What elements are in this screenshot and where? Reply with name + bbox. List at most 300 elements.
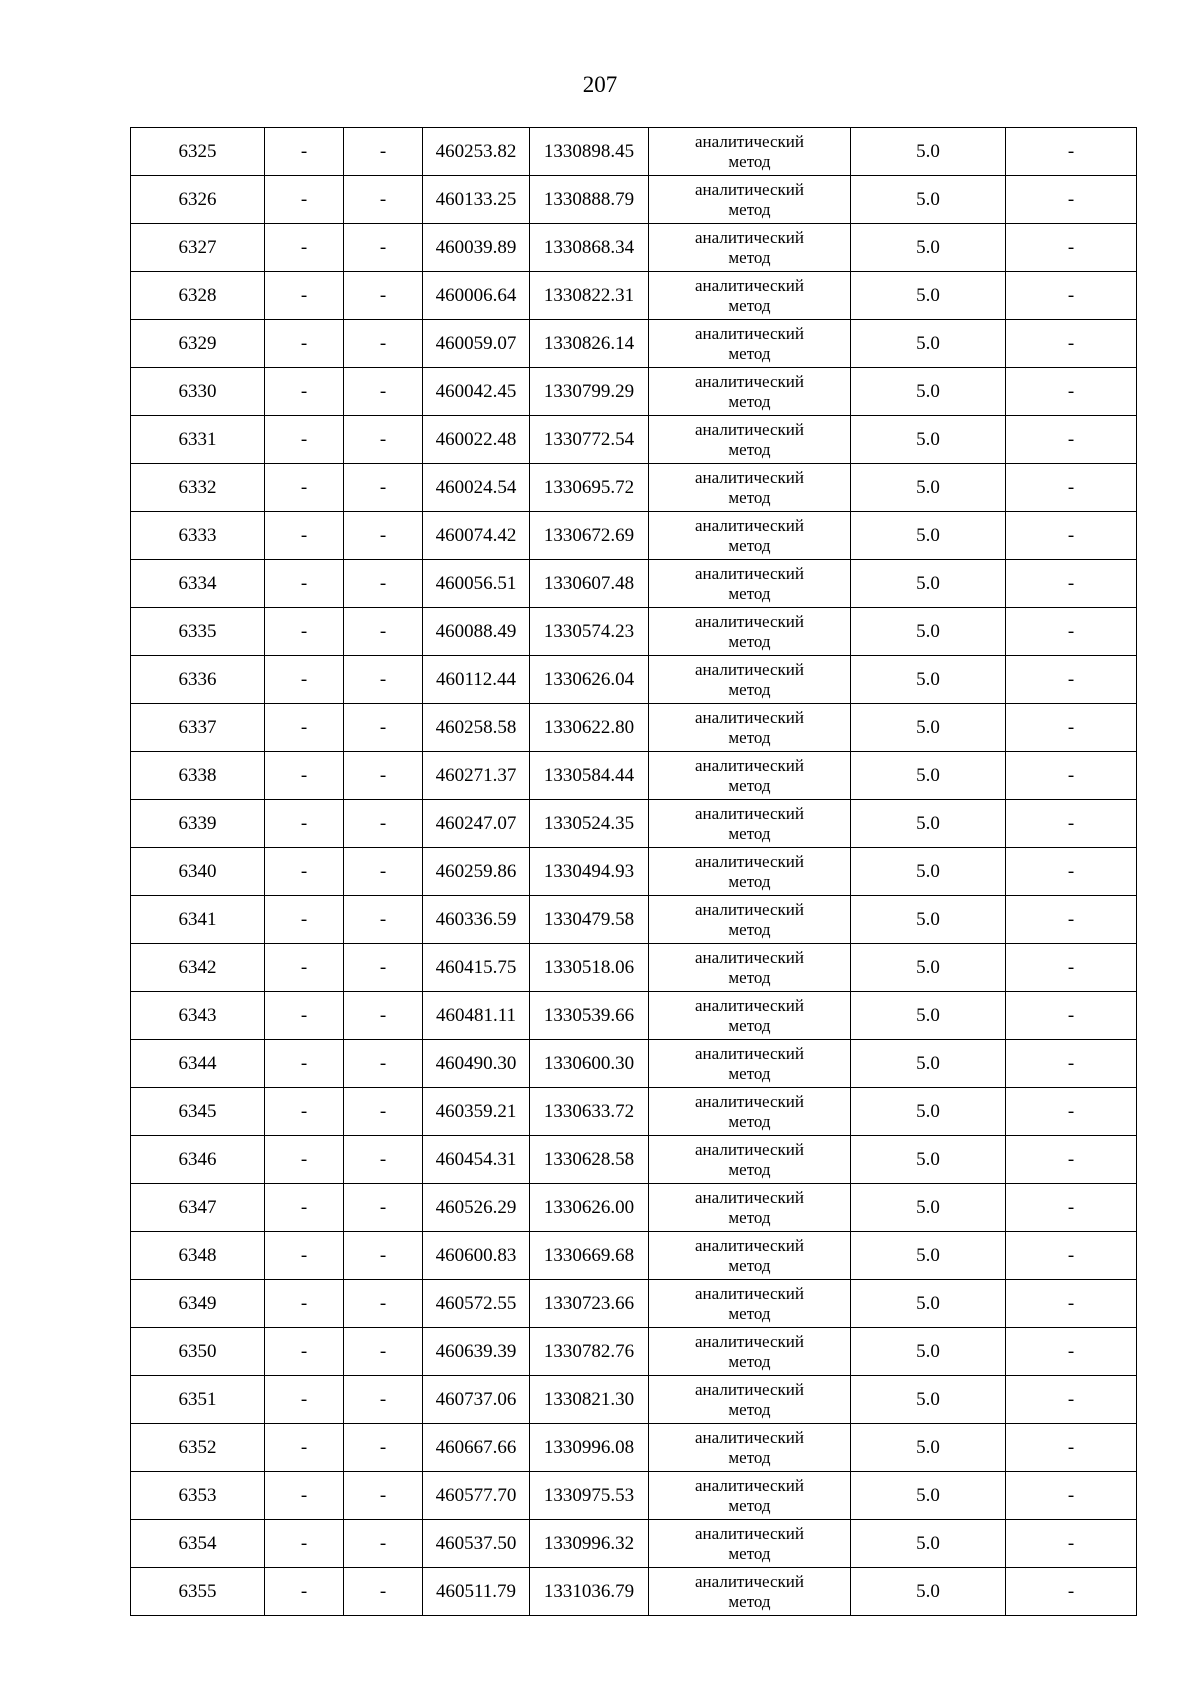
note-cell: - bbox=[1006, 272, 1137, 320]
method-cell bbox=[649, 704, 851, 752]
empty-value-cell: - bbox=[344, 1280, 423, 1328]
method-cell bbox=[649, 560, 851, 608]
empty-value-cell: - bbox=[265, 848, 344, 896]
accuracy-cell: 5.0 bbox=[851, 944, 1006, 992]
y-coordinate-cell: 1330494.93 bbox=[530, 848, 649, 896]
x-coordinate-cell: 460490.30 bbox=[423, 1040, 530, 1088]
accuracy-cell: 5.0 bbox=[851, 512, 1006, 560]
x-coordinate-cell: 460454.31 bbox=[423, 1136, 530, 1184]
point-number-cell: 6331 bbox=[131, 416, 265, 464]
method-cell bbox=[649, 1328, 851, 1376]
y-coordinate-cell: 1330607.48 bbox=[530, 560, 649, 608]
method-line-1: аналитический bbox=[695, 371, 804, 391]
method-line-2: метод bbox=[728, 1303, 771, 1323]
x-coordinate-cell: 460600.83 bbox=[423, 1232, 530, 1280]
point-number-cell: 6333 bbox=[131, 512, 265, 560]
empty-value-cell: - bbox=[344, 224, 423, 272]
table-row bbox=[131, 1520, 1137, 1568]
x-coordinate-cell: 460537.50 bbox=[423, 1520, 530, 1568]
table-row bbox=[131, 176, 1137, 224]
table-row bbox=[131, 944, 1137, 992]
method-line-1: аналитический bbox=[695, 755, 804, 775]
method-line-1: аналитический bbox=[695, 611, 804, 631]
x-coordinate-cell: 460526.29 bbox=[423, 1184, 530, 1232]
x-coordinate-cell: 460639.39 bbox=[423, 1328, 530, 1376]
point-number-cell: 6335 bbox=[131, 608, 265, 656]
table-row bbox=[131, 1040, 1137, 1088]
empty-value-cell: - bbox=[344, 896, 423, 944]
y-coordinate-cell: 1330524.35 bbox=[530, 800, 649, 848]
accuracy-cell: 5.0 bbox=[851, 704, 1006, 752]
table-row bbox=[131, 128, 1137, 176]
y-coordinate-cell: 1330584.44 bbox=[530, 752, 649, 800]
method-line-2: метод bbox=[728, 487, 771, 507]
empty-value-cell: - bbox=[344, 1088, 423, 1136]
note-cell: - bbox=[1006, 1040, 1137, 1088]
x-coordinate-cell: 460088.49 bbox=[423, 608, 530, 656]
method-cell bbox=[649, 416, 851, 464]
note-cell: - bbox=[1006, 848, 1137, 896]
empty-value-cell: - bbox=[265, 1280, 344, 1328]
x-coordinate-cell: 460074.42 bbox=[423, 512, 530, 560]
x-coordinate-cell: 460042.45 bbox=[423, 368, 530, 416]
x-coordinate-cell: 460006.64 bbox=[423, 272, 530, 320]
y-coordinate-cell: 1330574.23 bbox=[530, 608, 649, 656]
method-line-2: метод bbox=[728, 1159, 771, 1179]
point-number-cell: 6327 bbox=[131, 224, 265, 272]
method-cell bbox=[649, 1520, 851, 1568]
accuracy-cell: 5.0 bbox=[851, 560, 1006, 608]
note-cell: - bbox=[1006, 368, 1137, 416]
point-number-cell: 6344 bbox=[131, 1040, 265, 1088]
method-line-1: аналитический bbox=[695, 467, 804, 487]
point-number-cell: 6336 bbox=[131, 656, 265, 704]
accuracy-cell: 5.0 bbox=[851, 1232, 1006, 1280]
empty-value-cell: - bbox=[265, 512, 344, 560]
accuracy-cell: 5.0 bbox=[851, 1184, 1006, 1232]
method-line-1: аналитический bbox=[695, 131, 804, 151]
method-cell bbox=[649, 464, 851, 512]
x-coordinate-cell: 460336.59 bbox=[423, 896, 530, 944]
y-coordinate-cell: 1330539.66 bbox=[530, 992, 649, 1040]
y-coordinate-cell: 1330996.32 bbox=[530, 1520, 649, 1568]
point-number-cell: 6353 bbox=[131, 1472, 265, 1520]
method-line-2: метод bbox=[728, 583, 771, 603]
accuracy-cell: 5.0 bbox=[851, 416, 1006, 464]
point-number-cell: 6326 bbox=[131, 176, 265, 224]
table-row bbox=[131, 1136, 1137, 1184]
accuracy-cell: 5.0 bbox=[851, 608, 1006, 656]
empty-value-cell: - bbox=[344, 1520, 423, 1568]
table-body bbox=[131, 128, 1137, 1616]
empty-value-cell: - bbox=[344, 752, 423, 800]
method-cell bbox=[649, 224, 851, 272]
table-row bbox=[131, 896, 1137, 944]
y-coordinate-cell: 1330626.00 bbox=[530, 1184, 649, 1232]
point-number-cell: 6334 bbox=[131, 560, 265, 608]
method-cell bbox=[649, 176, 851, 224]
x-coordinate-cell: 460022.48 bbox=[423, 416, 530, 464]
method-line-2: метод bbox=[728, 439, 771, 459]
method-cell bbox=[649, 752, 851, 800]
method-line-2: метод bbox=[728, 1255, 771, 1275]
empty-value-cell: - bbox=[344, 272, 423, 320]
note-cell: - bbox=[1006, 1520, 1137, 1568]
method-cell bbox=[649, 1040, 851, 1088]
method-line-2: метод bbox=[728, 391, 771, 411]
table-row bbox=[131, 320, 1137, 368]
y-coordinate-cell: 1330672.69 bbox=[530, 512, 649, 560]
empty-value-cell: - bbox=[265, 416, 344, 464]
y-coordinate-cell: 1330633.72 bbox=[530, 1088, 649, 1136]
empty-value-cell: - bbox=[344, 128, 423, 176]
note-cell: - bbox=[1006, 752, 1137, 800]
accuracy-cell: 5.0 bbox=[851, 1520, 1006, 1568]
y-coordinate-cell: 1330723.66 bbox=[530, 1280, 649, 1328]
empty-value-cell: - bbox=[265, 1328, 344, 1376]
method-cell bbox=[649, 512, 851, 560]
method-line-1: аналитический bbox=[695, 179, 804, 199]
table-row bbox=[131, 1424, 1137, 1472]
x-coordinate-cell: 460577.70 bbox=[423, 1472, 530, 1520]
method-line-2: метод bbox=[728, 1111, 771, 1131]
note-cell: - bbox=[1006, 896, 1137, 944]
accuracy-cell: 5.0 bbox=[851, 272, 1006, 320]
table-row bbox=[131, 1328, 1137, 1376]
method-cell bbox=[649, 1232, 851, 1280]
method-line-1: аналитический bbox=[695, 1571, 804, 1591]
point-number-cell: 6354 bbox=[131, 1520, 265, 1568]
point-number-cell: 6347 bbox=[131, 1184, 265, 1232]
method-cell bbox=[649, 1184, 851, 1232]
accuracy-cell: 5.0 bbox=[851, 848, 1006, 896]
note-cell: - bbox=[1006, 416, 1137, 464]
x-coordinate-cell: 460039.89 bbox=[423, 224, 530, 272]
method-line-1: аналитический bbox=[695, 1427, 804, 1447]
method-line-2: метод bbox=[728, 823, 771, 843]
method-line-2: метод bbox=[728, 871, 771, 891]
method-cell bbox=[649, 992, 851, 1040]
note-cell: - bbox=[1006, 800, 1137, 848]
method-cell bbox=[649, 1136, 851, 1184]
y-coordinate-cell: 1330479.58 bbox=[530, 896, 649, 944]
method-line-1: аналитический bbox=[695, 1379, 804, 1399]
accuracy-cell: 5.0 bbox=[851, 896, 1006, 944]
method-line-1: аналитический bbox=[695, 995, 804, 1015]
empty-value-cell: - bbox=[344, 1472, 423, 1520]
method-cell bbox=[649, 1424, 851, 1472]
empty-value-cell: - bbox=[265, 1376, 344, 1424]
y-coordinate-cell: 1330975.53 bbox=[530, 1472, 649, 1520]
empty-value-cell: - bbox=[265, 464, 344, 512]
accuracy-cell: 5.0 bbox=[851, 656, 1006, 704]
empty-value-cell: - bbox=[344, 560, 423, 608]
note-cell: - bbox=[1006, 1568, 1137, 1616]
x-coordinate-cell: 460359.21 bbox=[423, 1088, 530, 1136]
method-cell bbox=[649, 848, 851, 896]
note-cell: - bbox=[1006, 1184, 1137, 1232]
empty-value-cell: - bbox=[344, 608, 423, 656]
accuracy-cell: 5.0 bbox=[851, 992, 1006, 1040]
method-line-2: метод bbox=[728, 1063, 771, 1083]
method-cell bbox=[649, 800, 851, 848]
note-cell: - bbox=[1006, 1136, 1137, 1184]
method-cell bbox=[649, 1280, 851, 1328]
method-line-2: метод bbox=[728, 727, 771, 747]
method-line-2: метод bbox=[728, 967, 771, 987]
empty-value-cell: - bbox=[344, 416, 423, 464]
empty-value-cell: - bbox=[265, 1088, 344, 1136]
table-row bbox=[131, 272, 1137, 320]
empty-value-cell: - bbox=[344, 1136, 423, 1184]
table-row bbox=[131, 1088, 1137, 1136]
x-coordinate-cell: 460059.07 bbox=[423, 320, 530, 368]
point-number-cell: 6329 bbox=[131, 320, 265, 368]
empty-value-cell: - bbox=[344, 944, 423, 992]
x-coordinate-cell: 460259.86 bbox=[423, 848, 530, 896]
note-cell: - bbox=[1006, 1328, 1137, 1376]
empty-value-cell: - bbox=[265, 992, 344, 1040]
y-coordinate-cell: 1330626.04 bbox=[530, 656, 649, 704]
method-line-1: аналитический bbox=[695, 1475, 804, 1495]
table-row bbox=[131, 1232, 1137, 1280]
y-coordinate-cell: 1330518.06 bbox=[530, 944, 649, 992]
table-row bbox=[131, 224, 1137, 272]
method-line-2: метод bbox=[728, 535, 771, 555]
y-coordinate-cell: 1330799.29 bbox=[530, 368, 649, 416]
method-cell bbox=[649, 272, 851, 320]
note-cell: - bbox=[1006, 1376, 1137, 1424]
note-cell: - bbox=[1006, 464, 1137, 512]
method-line-2: метод bbox=[728, 919, 771, 939]
table-row bbox=[131, 464, 1137, 512]
note-cell: - bbox=[1006, 704, 1137, 752]
table-row bbox=[131, 1280, 1137, 1328]
empty-value-cell: - bbox=[265, 224, 344, 272]
note-cell: - bbox=[1006, 992, 1137, 1040]
table-row bbox=[131, 800, 1137, 848]
method-line-1: аналитический bbox=[695, 275, 804, 295]
empty-value-cell: - bbox=[265, 1424, 344, 1472]
point-number-cell: 6339 bbox=[131, 800, 265, 848]
note-cell: - bbox=[1006, 1472, 1137, 1520]
method-line-1: аналитический bbox=[695, 1043, 804, 1063]
empty-value-cell: - bbox=[265, 896, 344, 944]
empty-value-cell: - bbox=[265, 800, 344, 848]
accuracy-cell: 5.0 bbox=[851, 176, 1006, 224]
empty-value-cell: - bbox=[265, 752, 344, 800]
empty-value-cell: - bbox=[344, 656, 423, 704]
note-cell: - bbox=[1006, 1232, 1137, 1280]
x-coordinate-cell: 460112.44 bbox=[423, 656, 530, 704]
x-coordinate-cell: 460737.06 bbox=[423, 1376, 530, 1424]
point-number-cell: 6352 bbox=[131, 1424, 265, 1472]
method-cell bbox=[649, 656, 851, 704]
point-number-cell: 6345 bbox=[131, 1088, 265, 1136]
method-cell bbox=[649, 1472, 851, 1520]
y-coordinate-cell: 1330622.80 bbox=[530, 704, 649, 752]
table-row bbox=[131, 656, 1137, 704]
empty-value-cell: - bbox=[265, 704, 344, 752]
empty-value-cell: - bbox=[344, 1040, 423, 1088]
table-row bbox=[131, 416, 1137, 464]
accuracy-cell: 5.0 bbox=[851, 1424, 1006, 1472]
method-line-2: метод bbox=[728, 295, 771, 315]
empty-value-cell: - bbox=[265, 1040, 344, 1088]
empty-value-cell: - bbox=[344, 992, 423, 1040]
method-line-1: аналитический bbox=[695, 1283, 804, 1303]
note-cell: - bbox=[1006, 128, 1137, 176]
empty-value-cell: - bbox=[344, 176, 423, 224]
method-line-1: аналитический bbox=[695, 1187, 804, 1207]
point-number-cell: 6349 bbox=[131, 1280, 265, 1328]
method-cell bbox=[649, 1376, 851, 1424]
accuracy-cell: 5.0 bbox=[851, 1088, 1006, 1136]
accuracy-cell: 5.0 bbox=[851, 464, 1006, 512]
method-line-2: метод bbox=[728, 343, 771, 363]
accuracy-cell: 5.0 bbox=[851, 368, 1006, 416]
empty-value-cell: - bbox=[344, 1568, 423, 1616]
method-line-2: метод bbox=[728, 247, 771, 267]
method-line-2: метод bbox=[728, 775, 771, 795]
y-coordinate-cell: 1331036.79 bbox=[530, 1568, 649, 1616]
point-number-cell: 6328 bbox=[131, 272, 265, 320]
x-coordinate-cell: 460133.25 bbox=[423, 176, 530, 224]
method-line-1: аналитический bbox=[695, 803, 804, 823]
method-cell bbox=[649, 1568, 851, 1616]
note-cell: - bbox=[1006, 224, 1137, 272]
table-row bbox=[131, 1184, 1137, 1232]
y-coordinate-cell: 1330996.08 bbox=[530, 1424, 649, 1472]
point-number-cell: 6341 bbox=[131, 896, 265, 944]
x-coordinate-cell: 460247.07 bbox=[423, 800, 530, 848]
method-line-1: аналитический bbox=[695, 227, 804, 247]
method-line-2: метод bbox=[728, 631, 771, 651]
point-number-cell: 6350 bbox=[131, 1328, 265, 1376]
empty-value-cell: - bbox=[344, 704, 423, 752]
y-coordinate-cell: 1330628.58 bbox=[530, 1136, 649, 1184]
method-line-1: аналитический bbox=[695, 1139, 804, 1159]
empty-value-cell: - bbox=[265, 1232, 344, 1280]
accuracy-cell: 5.0 bbox=[851, 1376, 1006, 1424]
empty-value-cell: - bbox=[265, 1472, 344, 1520]
point-number-cell: 6340 bbox=[131, 848, 265, 896]
accuracy-cell: 5.0 bbox=[851, 752, 1006, 800]
x-coordinate-cell: 460481.11 bbox=[423, 992, 530, 1040]
method-line-2: метод bbox=[728, 679, 771, 699]
note-cell: - bbox=[1006, 608, 1137, 656]
empty-value-cell: - bbox=[265, 944, 344, 992]
x-coordinate-cell: 460415.75 bbox=[423, 944, 530, 992]
empty-value-cell: - bbox=[265, 176, 344, 224]
method-line-2: метод bbox=[728, 1207, 771, 1227]
point-number-cell: 6330 bbox=[131, 368, 265, 416]
method-line-2: метод bbox=[728, 199, 771, 219]
method-line-1: аналитический bbox=[695, 1331, 804, 1351]
empty-value-cell: - bbox=[265, 272, 344, 320]
empty-value-cell: - bbox=[344, 1424, 423, 1472]
note-cell: - bbox=[1006, 944, 1137, 992]
note-cell: - bbox=[1006, 320, 1137, 368]
point-number-cell: 6346 bbox=[131, 1136, 265, 1184]
note-cell: - bbox=[1006, 1280, 1137, 1328]
empty-value-cell: - bbox=[344, 1328, 423, 1376]
x-coordinate-cell: 460258.58 bbox=[423, 704, 530, 752]
accuracy-cell: 5.0 bbox=[851, 1472, 1006, 1520]
x-coordinate-cell: 460572.55 bbox=[423, 1280, 530, 1328]
table-row bbox=[131, 848, 1137, 896]
empty-value-cell: - bbox=[265, 368, 344, 416]
x-coordinate-cell: 460056.51 bbox=[423, 560, 530, 608]
point-number-cell: 6355 bbox=[131, 1568, 265, 1616]
x-coordinate-cell: 460667.66 bbox=[423, 1424, 530, 1472]
method-line-1: аналитический bbox=[695, 1091, 804, 1111]
x-coordinate-cell: 460024.54 bbox=[423, 464, 530, 512]
x-coordinate-cell: 460271.37 bbox=[423, 752, 530, 800]
point-number-cell: 6337 bbox=[131, 704, 265, 752]
method-line-1: аналитический bbox=[695, 563, 804, 583]
method-line-2: метод bbox=[728, 1591, 771, 1611]
empty-value-cell: - bbox=[265, 320, 344, 368]
empty-value-cell: - bbox=[265, 560, 344, 608]
method-line-1: аналитический bbox=[695, 659, 804, 679]
y-coordinate-cell: 1330695.72 bbox=[530, 464, 649, 512]
table-row bbox=[131, 1568, 1137, 1616]
y-coordinate-cell: 1330826.14 bbox=[530, 320, 649, 368]
empty-value-cell: - bbox=[344, 1184, 423, 1232]
empty-value-cell: - bbox=[265, 1568, 344, 1616]
accuracy-cell: 5.0 bbox=[851, 128, 1006, 176]
coordinates-table bbox=[130, 127, 1137, 1616]
y-coordinate-cell: 1330821.30 bbox=[530, 1376, 649, 1424]
y-coordinate-cell: 1330868.34 bbox=[530, 224, 649, 272]
method-line-2: метод bbox=[728, 1399, 771, 1419]
point-number-cell: 6325 bbox=[131, 128, 265, 176]
y-coordinate-cell: 1330888.79 bbox=[530, 176, 649, 224]
method-cell bbox=[649, 608, 851, 656]
method-line-2: метод bbox=[728, 1543, 771, 1563]
method-line-1: аналитический bbox=[695, 707, 804, 727]
point-number-cell: 6348 bbox=[131, 1232, 265, 1280]
y-coordinate-cell: 1330669.68 bbox=[530, 1232, 649, 1280]
y-coordinate-cell: 1330822.31 bbox=[530, 272, 649, 320]
y-coordinate-cell: 1330772.54 bbox=[530, 416, 649, 464]
empty-value-cell: - bbox=[344, 800, 423, 848]
y-coordinate-cell: 1330782.76 bbox=[530, 1328, 649, 1376]
table-row bbox=[131, 1472, 1137, 1520]
empty-value-cell: - bbox=[344, 368, 423, 416]
note-cell: - bbox=[1006, 656, 1137, 704]
point-number-cell: 6351 bbox=[131, 1376, 265, 1424]
y-coordinate-cell: 1330600.30 bbox=[530, 1040, 649, 1088]
method-cell bbox=[649, 128, 851, 176]
empty-value-cell: - bbox=[265, 656, 344, 704]
note-cell: - bbox=[1006, 1088, 1137, 1136]
x-coordinate-cell: 460253.82 bbox=[423, 128, 530, 176]
note-cell: - bbox=[1006, 512, 1137, 560]
method-line-1: аналитический bbox=[695, 947, 804, 967]
method-cell bbox=[649, 896, 851, 944]
method-line-2: метод bbox=[728, 1447, 771, 1467]
method-line-2: метод bbox=[728, 1495, 771, 1515]
table-row bbox=[131, 752, 1137, 800]
method-line-2: метод bbox=[728, 151, 771, 171]
empty-value-cell: - bbox=[344, 464, 423, 512]
table-row bbox=[131, 1376, 1137, 1424]
method-line-1: аналитический bbox=[695, 899, 804, 919]
y-coordinate-cell: 1330898.45 bbox=[530, 128, 649, 176]
point-number-cell: 6343 bbox=[131, 992, 265, 1040]
